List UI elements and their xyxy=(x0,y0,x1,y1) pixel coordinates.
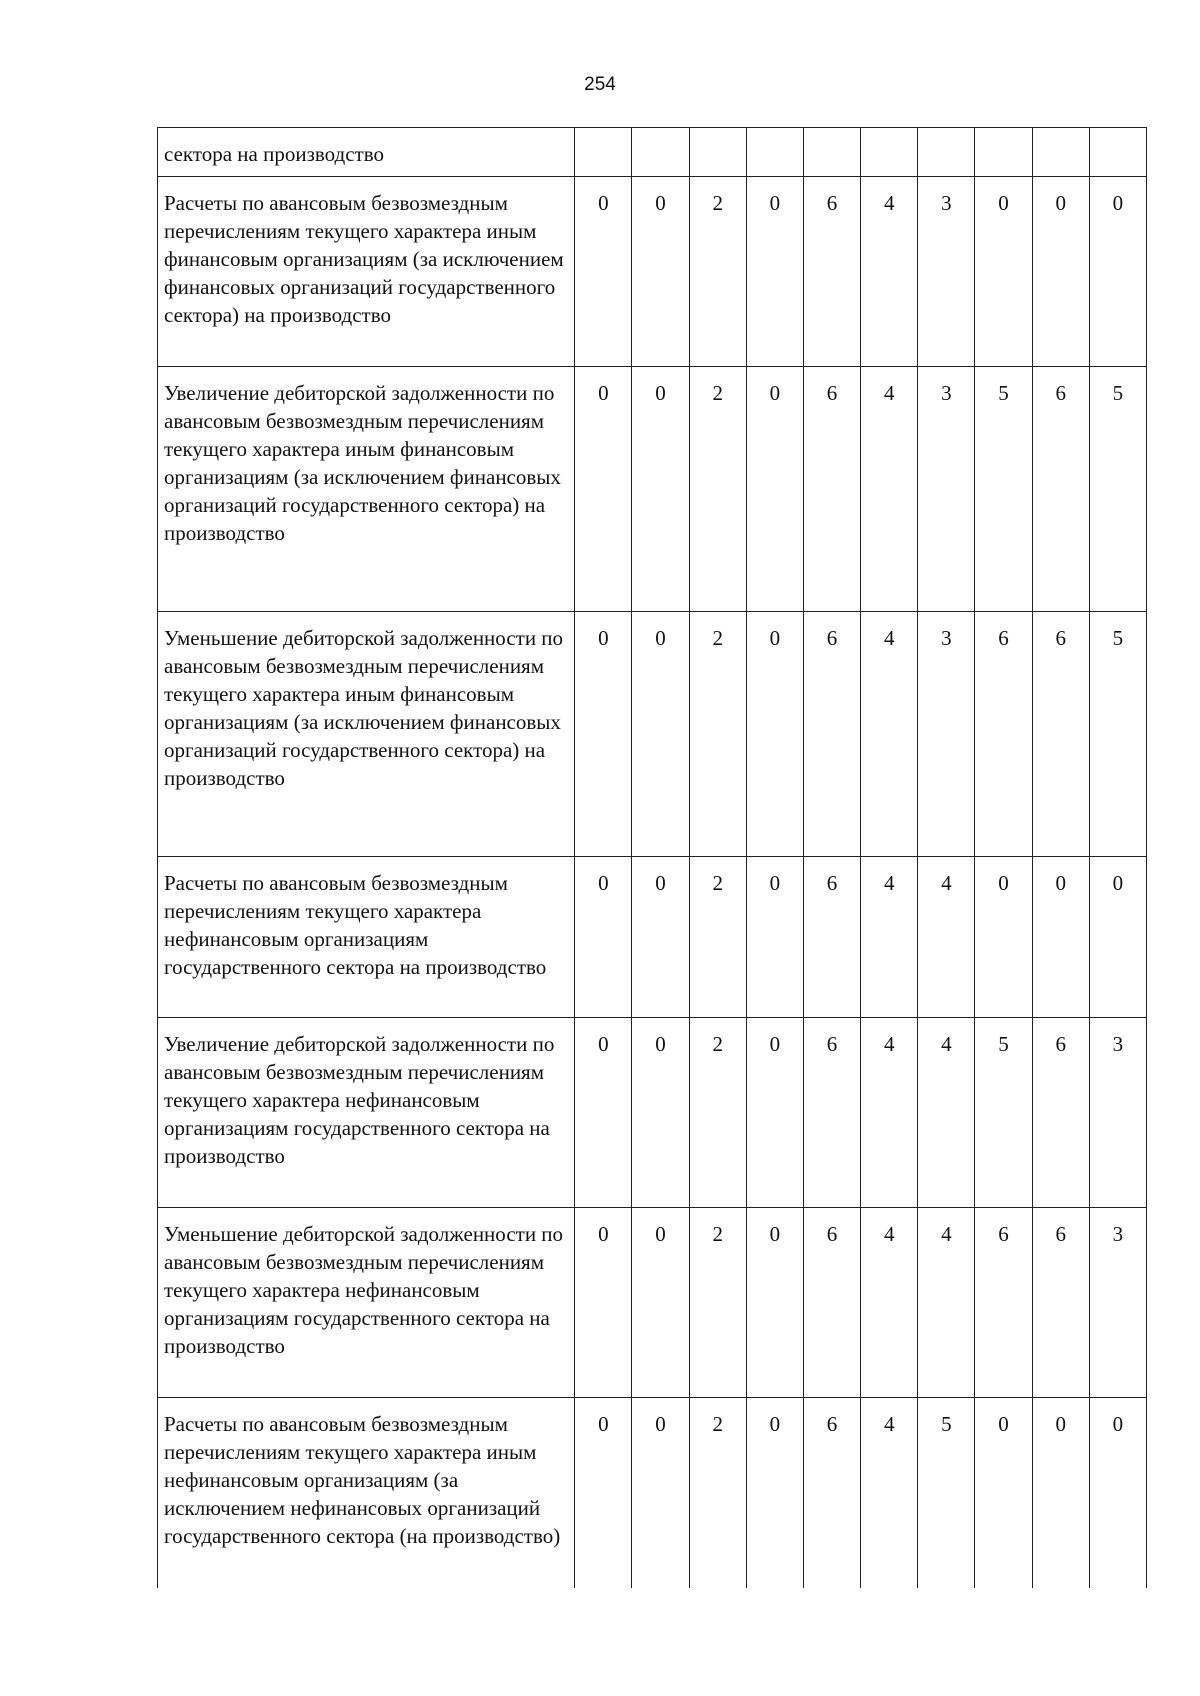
code-digit-cell: 4 xyxy=(861,367,918,612)
row-description: Увеличение дебиторской задолженности по авансовым безвозмездным перечислениям текущего характера иным финансовым организациям (за исключением финансовых организаций государственного сектора) на производство xyxy=(158,367,575,612)
code-digit-cell xyxy=(689,128,746,177)
code-digit-cell: 0 xyxy=(746,1208,803,1398)
code-digit-cell: 0 xyxy=(632,857,689,1018)
code-digit-cell: 2 xyxy=(689,1208,746,1398)
code-digit-cell: 6 xyxy=(803,1208,860,1398)
code-digit-cell: 0 xyxy=(975,857,1032,1018)
code-digit-cell: 0 xyxy=(632,367,689,612)
code-digit-cell: 2 xyxy=(689,612,746,857)
row-description: Расчеты по авансовым безвозмездным перечислениям текущего характера иным финансовым организациям (за исключением финансовых организаций государственного сектора) на производство xyxy=(158,177,575,367)
code-digit-cell: 2 xyxy=(689,857,746,1018)
code-digit-cell: 6 xyxy=(803,612,860,857)
table-row xyxy=(158,1208,1147,1398)
code-digit-cell: 6 xyxy=(803,1018,860,1208)
code-digit-cell: 0 xyxy=(746,1018,803,1208)
code-digit-cell: 0 xyxy=(746,367,803,612)
table-row xyxy=(158,177,1147,367)
code-digit-cell: 3 xyxy=(918,177,975,367)
code-digit-cell: 6 xyxy=(1032,1018,1089,1208)
budget-code-table xyxy=(157,127,1147,1588)
code-digit-cell xyxy=(1032,128,1089,177)
code-digit-cell: 0 xyxy=(575,857,632,1018)
table-row xyxy=(158,367,1147,612)
row-description: Уменьшение дебиторской задолженности по авансовым безвозмездным перечислениям текущего характера иным финансовым организациям (за исключением финансовых организаций государственного сектора) на производство xyxy=(158,612,575,857)
code-digit-cell xyxy=(861,128,918,177)
row-description: Расчеты по авансовым безвозмездным перечислениям текущего характера иным нефинансовым организациям (за исключением нефинансовых организаций государственного сектора (на производство) xyxy=(158,1398,575,1588)
code-digit-cell: 0 xyxy=(1089,1398,1146,1588)
code-digit-cell: 4 xyxy=(861,1398,918,1588)
code-digit-cell: 6 xyxy=(975,1208,1032,1398)
code-digit-cell: 0 xyxy=(746,857,803,1018)
code-digit-cell xyxy=(918,128,975,177)
table-row xyxy=(158,612,1147,857)
code-digit-cell: 0 xyxy=(1032,857,1089,1018)
code-digit-cell: 0 xyxy=(632,177,689,367)
code-digit-cell xyxy=(1089,128,1146,177)
page-number: 254 xyxy=(584,74,616,95)
code-digit-cell: 3 xyxy=(918,612,975,857)
code-digit-cell: 0 xyxy=(975,177,1032,367)
row-description: Расчеты по авансовым безвозмездным перечислениям текущего характера нефинансовым организациям государственного сектора на производство xyxy=(158,857,575,1018)
code-digit-cell: 4 xyxy=(861,1208,918,1398)
table-body xyxy=(158,128,1147,1588)
code-digit-cell xyxy=(746,128,803,177)
code-digit-cell: 5 xyxy=(1089,612,1146,857)
code-digit-cell: 3 xyxy=(1089,1018,1146,1208)
code-digit-cell xyxy=(632,128,689,177)
code-digit-cell: 6 xyxy=(803,367,860,612)
code-digit-cell: 6 xyxy=(1032,367,1089,612)
table-row xyxy=(158,1018,1147,1208)
table-row xyxy=(158,128,1147,177)
code-digit-cell xyxy=(803,128,860,177)
code-digit-cell: 4 xyxy=(918,857,975,1018)
code-digit-cell: 0 xyxy=(632,1398,689,1588)
code-digit-cell: 6 xyxy=(803,857,860,1018)
code-digit-cell xyxy=(975,128,1032,177)
code-digit-cell: 0 xyxy=(575,177,632,367)
code-digit-cell: 3 xyxy=(1089,1208,1146,1398)
code-digit-cell: 0 xyxy=(1032,177,1089,367)
code-digit-cell: 4 xyxy=(861,177,918,367)
code-digit-cell: 0 xyxy=(746,1398,803,1588)
code-digit-cell: 2 xyxy=(689,1398,746,1588)
code-digit-cell: 0 xyxy=(575,1018,632,1208)
code-digit-cell: 5 xyxy=(975,367,1032,612)
code-digit-cell: 3 xyxy=(918,367,975,612)
code-digit-cell: 0 xyxy=(575,612,632,857)
code-digit-cell: 0 xyxy=(1089,857,1146,1018)
code-digit-cell: 6 xyxy=(1032,1208,1089,1398)
code-digit-cell: 0 xyxy=(746,612,803,857)
code-digit-cell: 4 xyxy=(861,612,918,857)
code-digit-cell: 2 xyxy=(689,177,746,367)
code-digit-cell: 5 xyxy=(918,1398,975,1588)
code-digit-cell: 5 xyxy=(975,1018,1032,1208)
code-digit-cell: 0 xyxy=(632,1208,689,1398)
row-description: сектора на производство xyxy=(158,128,575,177)
code-digit-cell xyxy=(575,128,632,177)
code-digit-cell: 0 xyxy=(575,367,632,612)
table-row xyxy=(158,1398,1147,1588)
code-digit-cell: 4 xyxy=(861,1018,918,1208)
code-digit-cell: 2 xyxy=(689,1018,746,1208)
table-row xyxy=(158,857,1147,1018)
code-digit-cell: 0 xyxy=(575,1208,632,1398)
code-digit-cell: 6 xyxy=(975,612,1032,857)
code-digit-cell: 6 xyxy=(803,1398,860,1588)
code-digit-cell: 2 xyxy=(689,367,746,612)
row-description: Увеличение дебиторской задолженности по авансовым безвозмездным перечислениям текущего характера нефинансовым организациям государственного сектора на производство xyxy=(158,1018,575,1208)
row-description: Уменьшение дебиторской задолженности по авансовым безвозмездным перечислениям текущего характера нефинансовым организациям государственного сектора на производство xyxy=(158,1208,575,1398)
code-digit-cell: 0 xyxy=(1032,1398,1089,1588)
code-digit-cell: 0 xyxy=(632,1018,689,1208)
code-digit-cell: 5 xyxy=(1089,367,1146,612)
code-digit-cell: 6 xyxy=(1032,612,1089,857)
code-digit-cell: 4 xyxy=(918,1208,975,1398)
code-digit-cell: 4 xyxy=(918,1018,975,1208)
code-digit-cell: 6 xyxy=(803,177,860,367)
code-digit-cell: 4 xyxy=(861,857,918,1018)
code-digit-cell: 0 xyxy=(632,612,689,857)
code-digit-cell: 0 xyxy=(1089,177,1146,367)
code-digit-cell: 0 xyxy=(575,1398,632,1588)
code-digit-cell: 0 xyxy=(746,177,803,367)
code-digit-cell: 0 xyxy=(975,1398,1032,1588)
